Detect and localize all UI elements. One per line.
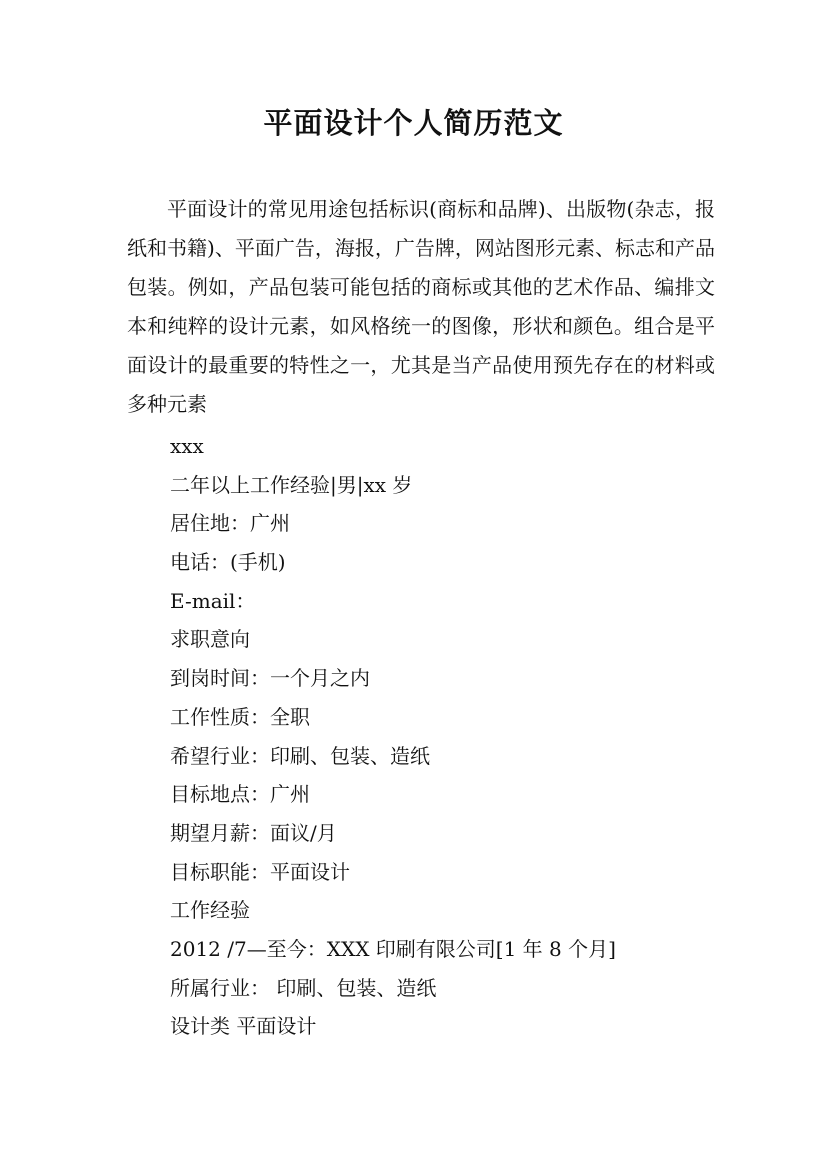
- document-title: 平面设计个人简历范文: [263, 106, 564, 140]
- resume-residence: 居住地：广州: [170, 511, 290, 536]
- resume-email: E-mail：: [170, 588, 256, 613]
- intro-paragraph: 平面设计的常见用途包括标识(商标和品牌)、出版物(杂志，报纸和书籍)、平面广告，海报，广告牌，网站图形元素、标志和产品包装。例如，产品包装可能包括的商标或其他的艺术作品、编排文本和纯粹的设计元素，如风格统一的图像，形状和颜色。组合是平面设计的最重要的特性之一，尤其是当产品使用预先存在的材料或多种元素: [127, 197, 715, 416]
- resume-lines: [170, 427, 730, 1046]
- resume-job-type: 工作性质：全职: [170, 704, 310, 729]
- resume-target-location: 目标地点：广州: [170, 782, 310, 807]
- work-entry-category: 设计类 平面设计: [170, 1014, 317, 1039]
- resume-phone: 电话：(手机): [170, 550, 286, 575]
- resume-summary: 二年以上工作经验|男|xx 岁: [170, 472, 413, 497]
- section-heading-work-experience: 工作经验: [170, 898, 250, 923]
- section-heading-job-intention: 求职意向: [170, 627, 250, 652]
- resume-name: xxx: [170, 434, 204, 458]
- resume-desired-industry: 希望行业：印刷、包装、造纸: [170, 743, 430, 768]
- resume-start-time: 到岗时间：一个月之内: [170, 666, 370, 691]
- work-entry-industry: 所属行业： 印刷、包装、造纸: [170, 975, 437, 1000]
- resume-expected-salary: 期望月薪：面议/月: [170, 820, 337, 845]
- resume-target-function: 目标职能：平面设计: [170, 859, 350, 884]
- work-entry-period-company: 2012 /7—至今：XXX 印刷有限公司[1 年 8 个月]: [170, 936, 616, 961]
